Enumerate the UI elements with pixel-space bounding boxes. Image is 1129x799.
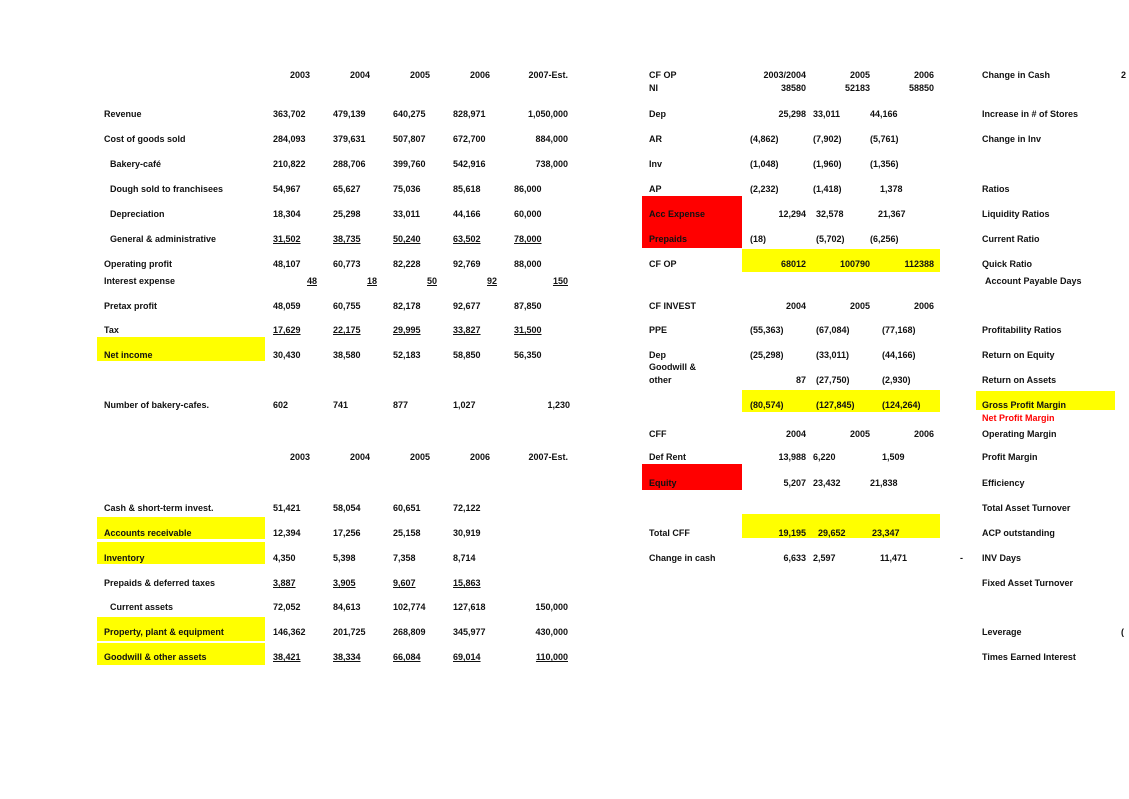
cell: 92 — [486, 276, 497, 286]
cell: 72,122 — [453, 503, 481, 513]
cell: 48 — [306, 276, 317, 286]
cell: 38,334 — [333, 652, 361, 662]
cfop-year-3: 2006 — [913, 70, 934, 80]
cfop-year-1: 2003/2004 — [763, 70, 806, 80]
row-label: Equity — [649, 478, 677, 488]
cell: 8,714 — [453, 553, 476, 563]
cell: 12,394 — [273, 528, 301, 538]
ratio-fixed-asset-turnover: Fixed Asset Turnover — [982, 578, 1074, 588]
cell: (7,902) — [813, 134, 842, 144]
cell: 33,011 — [393, 209, 421, 219]
cell: 112388 — [904, 259, 934, 269]
cell: 741 — [333, 400, 349, 410]
cell: 30,919 — [453, 528, 481, 538]
cell: 60,773 — [333, 259, 361, 269]
cell: 479,139 — [333, 109, 366, 119]
cell: 7,358 — [393, 553, 416, 563]
cell: (55,363) — [750, 325, 784, 335]
cell: 32,578 — [816, 209, 844, 219]
balance-year-2004: 2004 — [349, 452, 370, 462]
cell: 3,905 — [333, 578, 356, 588]
cell: 25,298 — [778, 109, 806, 119]
cell: 399,760 — [393, 159, 426, 169]
cell: 828,971 — [453, 109, 486, 119]
row-label: Acc Expense — [649, 209, 706, 219]
cell: 18 — [366, 276, 377, 286]
cell: 507,807 — [393, 134, 426, 144]
cell: 672,700 — [453, 134, 486, 144]
cell: 86,000 — [514, 184, 542, 194]
ratio-change-in-cash: Change in Cash — [982, 70, 1051, 80]
cell: 430,000 — [535, 627, 568, 637]
cell: 60,000 — [514, 209, 542, 219]
cell: 1,509 — [882, 452, 905, 462]
row-label: Total CFF — [649, 528, 690, 538]
cell: 29,652 — [818, 528, 846, 538]
cell: 4,350 — [273, 553, 296, 563]
cell: (1,960) — [813, 159, 842, 169]
cell: (1,048) — [750, 159, 779, 169]
ratio-change-inv: Change in Inv — [982, 134, 1042, 144]
row-label: PPE — [649, 325, 668, 335]
cell: 60,651 — [393, 503, 421, 513]
cfinvest-year-2: 2005 — [849, 301, 870, 311]
cell: 84,613 — [333, 602, 361, 612]
ratio-total-asset-turnover: Total Asset Turnover — [982, 503, 1071, 513]
row-label: Goodwill & — [649, 362, 696, 372]
cell: 51,421 — [273, 503, 301, 513]
cell: 23,432 — [813, 478, 841, 488]
cell: (2,930) — [882, 375, 911, 385]
cell: 38,735 — [333, 234, 361, 244]
cell: 82,228 — [393, 259, 421, 269]
ratio-quick: Quick Ratio — [982, 259, 1033, 269]
row-label: Bakery-café — [110, 159, 162, 169]
cell: 58,850 — [453, 350, 481, 360]
ratio-acp: ACP outstanding — [982, 528, 1055, 538]
cell: 85,618 — [453, 184, 481, 194]
cell: 13,988 — [778, 452, 806, 462]
cell: 48,059 — [273, 301, 301, 311]
income-year-2007: 2007-Est. — [528, 70, 568, 80]
balance-year-2003: 2003 — [289, 452, 310, 462]
row-label: Prepaids & deferred taxes — [104, 578, 216, 588]
cfop-year-2: 2005 — [849, 70, 870, 80]
ratio-current: Current Ratio — [982, 234, 1040, 244]
row-label: Revenue — [104, 109, 142, 119]
row-label: Def Rent — [649, 452, 687, 462]
row-label: Depreciation — [110, 209, 165, 219]
cell: 17,256 — [333, 528, 361, 538]
cell: 17,629 — [273, 325, 301, 335]
income-year-2006: 2006 — [469, 70, 490, 80]
cfop-ni-3: 58850 — [908, 83, 934, 93]
cell: 92,769 — [453, 259, 481, 269]
cell: 50 — [426, 276, 437, 286]
cell: 2,597 — [813, 553, 836, 563]
cell: 66,084 — [393, 652, 421, 662]
cell: (2,232) — [750, 184, 779, 194]
cfinvest-year-1: 2004 — [785, 301, 806, 311]
cell: 345,977 — [453, 627, 486, 637]
cell: 38,580 — [333, 350, 361, 360]
cell: 23,347 — [872, 528, 900, 538]
liquidity-ratios-heading: Liquidity Ratios — [982, 209, 1050, 219]
ratio-increase-stores: Increase in # of Stores — [982, 109, 1079, 119]
cell: 54,967 — [273, 184, 301, 194]
row-label: Current assets — [110, 602, 174, 612]
cell: 877 — [393, 400, 409, 410]
row-label: Property, plant & equipment — [104, 627, 224, 637]
cff-year-3: 2006 — [913, 429, 934, 439]
ratio-profit-margin: Profit Margin — [982, 452, 1038, 462]
ratio-roa: Return on Assets — [982, 375, 1057, 385]
cell: 33,827 — [453, 325, 481, 335]
cell: 29,995 — [393, 325, 421, 335]
cfinvest-header-label: CF INVEST — [649, 301, 697, 311]
cell: 5,207 — [783, 478, 806, 488]
cell: (77,168) — [882, 325, 916, 335]
cell: 11,471 — [880, 553, 908, 563]
row-label: Operating profit — [104, 259, 172, 269]
cell: 60,755 — [333, 301, 361, 311]
cell: 602 — [273, 400, 289, 410]
cell: 78,000 — [514, 234, 542, 244]
row-label: CF OP — [649, 259, 677, 269]
income-year-2005: 2005 — [409, 70, 430, 80]
cell: 3,887 — [273, 578, 296, 588]
cell: 82,178 — [393, 301, 421, 311]
cfop-ni-2: 52183 — [844, 83, 870, 93]
cell: 31,500 — [514, 325, 542, 335]
leverage-heading: Leverage — [982, 627, 1022, 637]
ratios-heading: Ratios — [982, 184, 1010, 194]
cfop-header-label: CF OP — [649, 70, 677, 80]
row-label: Inventory — [104, 553, 145, 563]
cfop-ni-1: 38580 — [780, 83, 806, 93]
ratio-change-in-cash-value: 2 — [1121, 70, 1127, 80]
profitability-ratios-heading: Profitability Ratios — [982, 325, 1062, 335]
cell: 44,166 — [870, 109, 898, 119]
cell: 288,706 — [333, 159, 366, 169]
cell: 201,725 — [333, 627, 366, 637]
cfinvest-year-3: 2006 — [913, 301, 934, 311]
cell: 87 — [795, 375, 806, 385]
cell: 6,633 — [783, 553, 806, 563]
cell: (44,166) — [882, 350, 916, 360]
cell: 30,430 — [273, 350, 301, 360]
row-label: Cost of goods sold — [104, 134, 186, 144]
cell: 210,822 — [273, 159, 306, 169]
row-label: Accounts receivable — [104, 528, 192, 538]
cell: (1,356) — [870, 159, 899, 169]
row-label: Prepaids — [649, 234, 688, 244]
cell: 88,000 — [514, 259, 542, 269]
row-label: AP — [649, 184, 662, 194]
cell: 15,863 — [453, 578, 481, 588]
cell: 72,052 — [273, 602, 301, 612]
row-label: Inv — [649, 159, 663, 169]
ratio-times-interest: Times Earned Interest — [982, 652, 1076, 662]
cff-year-2: 2005 — [849, 429, 870, 439]
cell: 738,000 — [535, 159, 568, 169]
row-label: Dep — [649, 350, 667, 360]
dash-mark: - — [960, 553, 963, 563]
cell: 65,627 — [333, 184, 361, 194]
cell: (80,574) — [750, 400, 784, 410]
cfop-ni-label: NI — [649, 83, 658, 93]
cell: 38,421 — [273, 652, 301, 662]
balance-year-2006: 2006 — [469, 452, 490, 462]
row-label-2: other — [649, 375, 672, 385]
row-label: Net income — [104, 350, 153, 360]
ratio-operating-margin: Operating Margin — [982, 429, 1057, 439]
row-label: Cash & short-term invest. — [104, 503, 214, 513]
cell: 150,000 — [535, 602, 568, 612]
cell: 63,502 — [453, 234, 481, 244]
row-label: Change in cash — [649, 553, 716, 563]
row-label: Interest expense — [104, 276, 176, 286]
ratio-gross-margin: Gross Profit Margin — [982, 400, 1067, 410]
cell: 56,350 — [514, 350, 542, 360]
cell: 50,240 — [393, 234, 421, 244]
cell: 22,175 — [333, 325, 361, 335]
cell: (5,702) — [816, 234, 845, 244]
cell: (25,298) — [750, 350, 784, 360]
row-label: Dep — [649, 109, 667, 119]
cell: 1,050,000 — [527, 109, 568, 119]
efficiency-heading: Efficiency — [982, 478, 1025, 488]
cell: 25,158 — [393, 528, 421, 538]
cell: 100790 — [839, 259, 870, 269]
cell: 268,809 — [393, 627, 426, 637]
cell: 1,027 — [453, 400, 476, 410]
cell: 1,230 — [547, 400, 570, 410]
cell: (124,264) — [882, 400, 921, 410]
balance-year-2007: 2007-Est. — [528, 452, 568, 462]
cell: (127,845) — [816, 400, 855, 410]
cell: 21,838 — [870, 478, 898, 488]
balance-year-2005: 2005 — [409, 452, 430, 462]
cell: 284,093 — [273, 134, 306, 144]
ratio-ap-days: Account Payable Days — [985, 276, 1082, 286]
cell: 12,294 — [778, 209, 806, 219]
cell: 48,107 — [273, 259, 301, 269]
cell: 68012 — [780, 259, 806, 269]
cell: (18) — [750, 234, 767, 244]
cell: 6,220 — [813, 452, 836, 462]
cell: 5,398 — [333, 553, 356, 563]
cell: 21,367 — [878, 209, 906, 219]
cell: 87,850 — [514, 301, 542, 311]
cff-year-1: 2004 — [785, 429, 806, 439]
cell: 33,011 — [813, 109, 841, 119]
cell: 31,502 — [273, 234, 301, 244]
cell: 150 — [552, 276, 568, 286]
cell: (6,256) — [870, 234, 899, 244]
income-year-2003: 2003 — [289, 70, 310, 80]
cell: 75,036 — [393, 184, 421, 194]
row-label: AR — [649, 134, 662, 144]
cell: (67,084) — [816, 325, 850, 335]
ratio-roe: Return on Equity — [982, 350, 1055, 360]
cell: 102,774 — [393, 602, 426, 612]
cell: 92,677 — [453, 301, 481, 311]
cell: 110,000 — [535, 652, 568, 662]
row-label: General & administrative — [110, 234, 217, 244]
cell: 52,183 — [393, 350, 421, 360]
cell: 884,000 — [535, 134, 568, 144]
cell: 69,014 — [453, 652, 481, 662]
cell: 363,702 — [273, 109, 306, 119]
cell: 640,275 — [393, 109, 426, 119]
row-label: Number of bakery-cafes. — [104, 400, 210, 410]
income-year-2004: 2004 — [349, 70, 370, 80]
row-label: Tax — [104, 325, 119, 335]
cell: 25,298 — [333, 209, 361, 219]
cell: 542,916 — [453, 159, 486, 169]
row-label: Dough sold to franchisees — [110, 184, 224, 194]
cell: 9,607 — [393, 578, 416, 588]
cell: (1,418) — [813, 184, 842, 194]
cell: 58,054 — [333, 503, 361, 513]
cell: 379,631 — [333, 134, 366, 144]
cell: 146,362 — [273, 627, 306, 637]
cell: 44,166 — [453, 209, 481, 219]
cell: (4,862) — [750, 134, 779, 144]
ratio-net-margin: Net Profit Margin — [982, 413, 1055, 423]
row-label: Pretax profit — [104, 301, 158, 311]
cell: 127,618 — [453, 602, 486, 612]
cell: (33,011) — [816, 350, 850, 360]
cell: (27,750) — [816, 375, 850, 385]
cff-header-label: CFF — [649, 429, 667, 439]
cell: (5,761) — [870, 134, 899, 144]
ratio-inv-days: INV Days — [982, 553, 1022, 563]
cell: 18,304 — [273, 209, 301, 219]
cell: 1,378 — [880, 184, 903, 194]
row-label: Goodwill & other assets — [104, 652, 207, 662]
cell: 19,195 — [778, 528, 806, 538]
leverage-value: ( — [1121, 627, 1124, 637]
